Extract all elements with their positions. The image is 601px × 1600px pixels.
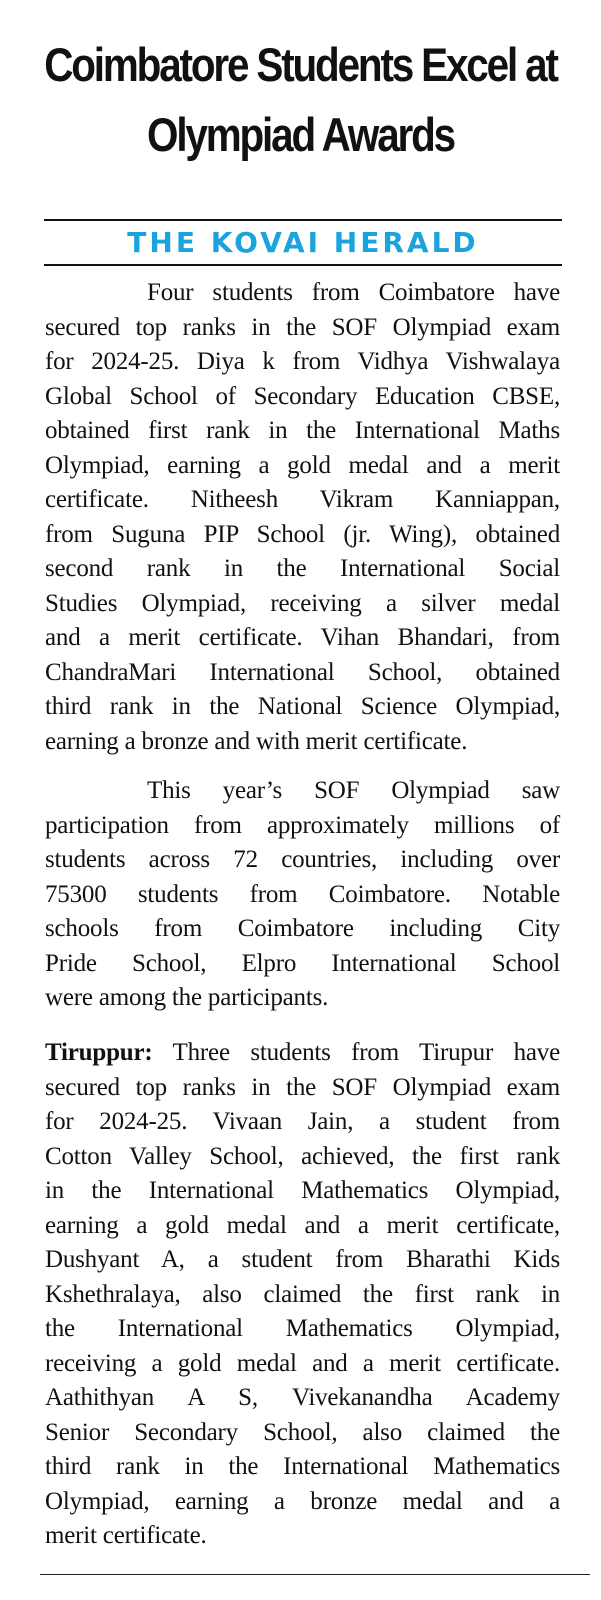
paragraph-line: 75300 students from Coimbatore. Notable: [45, 880, 560, 908]
paragraph-line: Dushyant A, a student from Bharathi Kids: [45, 1246, 560, 1273]
paragraph-line: the International Mathematics Olympiad,: [45, 1315, 560, 1342]
paragraph-line: This year’s SOF Olympiad saw: [147, 777, 560, 804]
paragraph-2: [45, 774, 560, 1016]
masthead-top-rule: [44, 219, 562, 221]
headline-line-1: Coimbatore Students Excel at: [44, 38, 557, 91]
paragraph-line: merit certificate.: [45, 1522, 207, 1549]
paragraph-line: Cotton Valley School, achieved, the first rank: [45, 1142, 560, 1170]
dateline-lead: Tiruppur:: [45, 1039, 153, 1066]
paragraph-line: Studies Olympiad, receiving a silver medal: [45, 589, 560, 617]
paragraph-line: in the International Mathematics Olympiad,: [45, 1177, 560, 1204]
paragraph-3: [45, 1036, 560, 1554]
paragraph-line: for 2024-25. Diya k from Vidhya Vishwalaya: [45, 348, 560, 375]
paragraph-line: Four students from Coimbatore have: [147, 279, 560, 306]
paragraph-line: participation from approximately millions of: [45, 811, 560, 839]
paragraph-line: were among the participants.: [45, 984, 329, 1011]
paragraph-line: secured top ranks in the SOF Olympiad exam: [45, 1073, 560, 1101]
paragraph-line: for 2024-25. Vivaan Jain, a student from: [45, 1108, 560, 1135]
masthead: THE KOVAI HERALD: [127, 226, 479, 259]
paragraph-line: third rank in the International Mathematics: [45, 1453, 560, 1480]
paragraph-line: secured top ranks in the SOF Olympiad exam: [45, 313, 560, 341]
paragraph-line: receiving a gold medal and a merit certificate.: [45, 1349, 560, 1377]
paragraph-line: Olympiad, earning a gold medal and a merit: [45, 451, 560, 479]
paragraph-line: [45, 1036, 560, 1071]
masthead-bottom-rule: [44, 264, 562, 266]
paragraph-line: Kshethralaya, also claimed the first rank in: [45, 1280, 560, 1308]
paragraph-line: Olympiad, earning a bronze medal and a: [45, 1487, 560, 1515]
paragraph-line: earning a gold medal and a merit certificate,: [45, 1211, 560, 1239]
paragraph-line: from Suguna PIP School (jr. Wing), obtained: [45, 520, 560, 548]
paragraph-line: obtained first rank in the International Maths: [45, 417, 560, 444]
paragraph-line: and a merit certificate. Vihan Bhandari, from: [45, 624, 560, 651]
paragraph-line: ChandraMari International School, obtained: [45, 658, 560, 686]
headline-line-2: Olympiad Awards: [147, 108, 454, 161]
paragraph-first-line-rest: Three students from Tirupur have: [152, 1039, 560, 1066]
paragraph-line: schools from Coimbatore including City: [45, 915, 560, 942]
paragraph-1: [45, 276, 560, 759]
paragraph-line: Senior Secondary School, also claimed the: [45, 1418, 560, 1446]
paragraph-line: Pride School, Elpro International School: [45, 949, 560, 977]
paragraph-line: third rank in the National Science Olympiad,: [45, 693, 560, 720]
headline: [42, 30, 559, 170]
paragraph-line: Global School of Secondary Education CBSE,: [45, 382, 560, 410]
bottom-rule: [40, 1574, 590, 1575]
paragraph-line: earning a bronze and with merit certificate.: [45, 727, 468, 755]
paragraph-line: certificate. Nitheesh Vikram Kanniappan,: [45, 486, 560, 513]
paragraph-line: second rank in the International Social: [45, 555, 560, 582]
paragraph-line: students across 72 countries, including over: [45, 846, 560, 873]
paragraph-line: Aathithyan A S, Vivekanandha Academy: [45, 1384, 560, 1411]
